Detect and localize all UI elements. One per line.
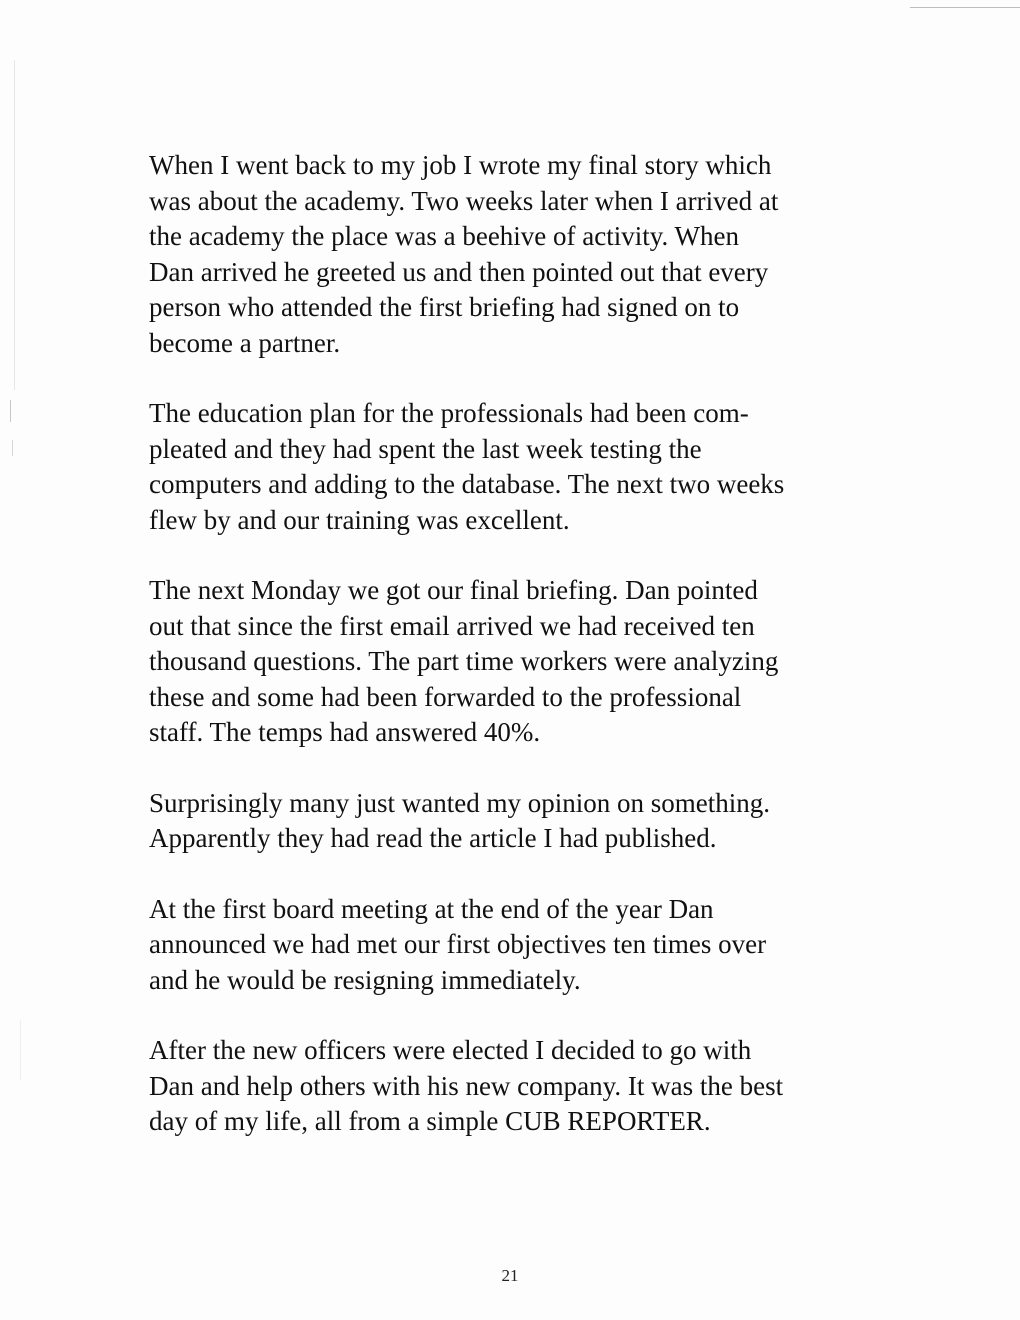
text-line: pleated and they had spent the last week testing the bbox=[149, 433, 702, 464]
text-line: Dan and help others with his new company. It was the best bbox=[149, 1070, 784, 1101]
text-line: announced we had met our first objectives ten times over bbox=[149, 929, 767, 959]
text-line: Apparently they had read the article I had published. bbox=[149, 823, 717, 853]
text-line: computers and adding to the database. The next two weeks bbox=[149, 469, 785, 499]
text-line: person who attended the first briefing had signed on to bbox=[149, 292, 740, 322]
scan-artifact-mark bbox=[10, 400, 11, 422]
text-line: Surprisingly many just wanted my opinion on something. bbox=[149, 787, 770, 818]
scan-artifact-mark bbox=[12, 440, 13, 456]
text-line: The education plan for the professionals had been com- bbox=[149, 398, 749, 428]
text-line: The next Monday we got our final briefing. Dan pointed bbox=[149, 575, 758, 605]
paragraph bbox=[149, 786, 879, 857]
text-line: out that since the first email arrived we had received ten bbox=[149, 610, 755, 641]
text-line: After the new officers were elected I decided to go with bbox=[149, 1035, 752, 1065]
text-line: thousand questions. The part time workers were analyzing bbox=[149, 646, 779, 676]
text-line: the academy the place was a beehive of activity. When bbox=[149, 221, 739, 251]
text-line: At the first board meeting at the end of the year Dan bbox=[149, 893, 714, 924]
text-line: When I went back to my job I wrote my final story which bbox=[149, 150, 772, 180]
paragraph bbox=[149, 1033, 879, 1140]
text-line: Dan arrived he greeted us and then pointed out that every bbox=[149, 256, 769, 287]
paragraph bbox=[149, 148, 879, 361]
text-line: flew by and our training was excellent. bbox=[149, 504, 570, 535]
paragraph bbox=[149, 573, 879, 751]
text-line: staff. The temps had answered 40%. bbox=[149, 717, 541, 747]
text-line: these and some had been forwarded to the professional bbox=[149, 681, 742, 712]
paragraph bbox=[149, 396, 879, 538]
text-line: was about the academy. Two weeks later when I arrived at bbox=[149, 185, 779, 216]
text-line: become a partner. bbox=[149, 327, 341, 358]
top-edge-rule bbox=[910, 7, 1020, 8]
text-line: day of my life, all from a simple CUB REPORTER. bbox=[149, 1106, 711, 1136]
scan-artifact-mark bbox=[20, 1020, 21, 1080]
text-line: and he would be resigning immediately. bbox=[149, 964, 581, 995]
left-edge-shadow bbox=[14, 60, 15, 390]
body-text bbox=[149, 148, 879, 1175]
paragraph bbox=[149, 892, 879, 999]
page-number: 21 bbox=[501, 1266, 519, 1285]
